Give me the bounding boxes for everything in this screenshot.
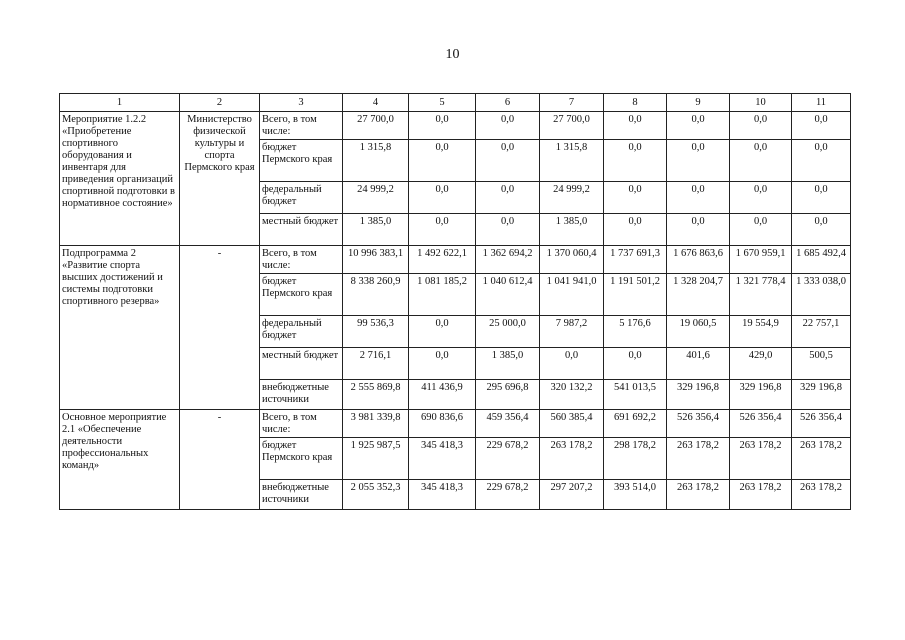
- amount-cell: 8 338 260,9: [343, 274, 409, 316]
- amount-cell: 1 362 694,2: [476, 246, 540, 274]
- amount-cell: 1 370 060,4: [540, 246, 604, 274]
- amount-cell: 1 685 492,4: [792, 246, 851, 274]
- amount-cell: 24 999,2: [540, 182, 604, 214]
- amount-cell: 1 321 778,4: [730, 274, 792, 316]
- amount-cell: 22 757,1: [792, 316, 851, 348]
- amount-cell: 0,0: [476, 112, 540, 140]
- amount-cell: 27 700,0: [343, 112, 409, 140]
- header-cell: 7: [540, 94, 604, 112]
- amount-cell: 0,0: [792, 182, 851, 214]
- amount-cell: 0,0: [409, 214, 476, 246]
- amount-cell: 1 385,0: [476, 348, 540, 380]
- amount-cell: 1 385,0: [540, 214, 604, 246]
- amount-cell: 3 981 339,8: [343, 410, 409, 438]
- amount-cell: 345 418,3: [409, 438, 476, 480]
- amount-cell: 329 196,8: [792, 380, 851, 410]
- amount-cell: 0,0: [792, 214, 851, 246]
- amount-cell: 0,0: [409, 112, 476, 140]
- amount-cell: 0,0: [540, 348, 604, 380]
- amount-cell: 1 737 691,3: [604, 246, 667, 274]
- amount-cell: 297 207,2: [540, 480, 604, 510]
- amount-cell: 0,0: [409, 348, 476, 380]
- program-name-cell: Подпрограмма 2 «Развитие спорта высших достижений и системы подготовки спортивного резерва»: [60, 246, 180, 410]
- amount-cell: 298 178,2: [604, 438, 667, 480]
- amount-cell: 19 060,5: [667, 316, 730, 348]
- amount-cell: 320 132,2: [540, 380, 604, 410]
- amount-cell: 0,0: [667, 214, 730, 246]
- amount-cell: 263 178,2: [667, 480, 730, 510]
- funding-source-cell: федеральный бюджет: [260, 182, 343, 214]
- header-cell: 4: [343, 94, 409, 112]
- table-row: [60, 246, 851, 274]
- amount-cell: 0,0: [792, 140, 851, 182]
- amount-cell: 0,0: [730, 182, 792, 214]
- amount-cell: 263 178,2: [730, 438, 792, 480]
- amount-cell: 393 514,0: [604, 480, 667, 510]
- amount-cell: 1 676 863,6: [667, 246, 730, 274]
- amount-cell: 0,0: [604, 182, 667, 214]
- amount-cell: 2 055 352,3: [343, 480, 409, 510]
- table-row: [60, 112, 851, 140]
- header-cell: 11: [792, 94, 851, 112]
- amount-cell: 1 925 987,5: [343, 438, 409, 480]
- program-name-cell: Основное мероприятие 2.1 «Обеспечение деятельности профессиональных команд»: [60, 410, 180, 510]
- amount-cell: 459 356,4: [476, 410, 540, 438]
- amount-cell: 0,0: [476, 214, 540, 246]
- header-cell: 5: [409, 94, 476, 112]
- executor-cell: -: [180, 246, 260, 410]
- amount-cell: 2 555 869,8: [343, 380, 409, 410]
- amount-cell: 0,0: [409, 182, 476, 214]
- amount-cell: 1 315,8: [540, 140, 604, 182]
- amount-cell: 0,0: [730, 140, 792, 182]
- amount-cell: 263 178,2: [730, 480, 792, 510]
- amount-cell: 0,0: [409, 140, 476, 182]
- amount-cell: 560 385,4: [540, 410, 604, 438]
- header-cell: 10: [730, 94, 792, 112]
- amount-cell: 0,0: [409, 316, 476, 348]
- amount-cell: 99 536,3: [343, 316, 409, 348]
- funding-source-cell: Всего, в том числе:: [260, 112, 343, 140]
- amount-cell: 1 385,0: [343, 214, 409, 246]
- amount-cell: 263 178,2: [792, 438, 851, 480]
- funding-source-cell: бюджет Пермского края: [260, 274, 343, 316]
- amount-cell: 541 013,5: [604, 380, 667, 410]
- amount-cell: 0,0: [476, 140, 540, 182]
- amount-cell: 0,0: [792, 112, 851, 140]
- amount-cell: 10 996 383,1: [343, 246, 409, 274]
- amount-cell: 0,0: [667, 182, 730, 214]
- amount-cell: 295 696,8: [476, 380, 540, 410]
- funding-source-cell: внебюджетные источники: [260, 480, 343, 510]
- amount-cell: 500,5: [792, 348, 851, 380]
- amount-cell: 0,0: [667, 112, 730, 140]
- amount-cell: 526 356,4: [792, 410, 851, 438]
- amount-cell: 1 492 622,1: [409, 246, 476, 274]
- amount-cell: 229 678,2: [476, 438, 540, 480]
- amount-cell: 263 178,2: [792, 480, 851, 510]
- budget-table: [59, 93, 851, 510]
- amount-cell: 690 836,6: [409, 410, 476, 438]
- amount-cell: 1 670 959,1: [730, 246, 792, 274]
- amount-cell: 429,0: [730, 348, 792, 380]
- amount-cell: 0,0: [604, 214, 667, 246]
- amount-cell: 1 328 204,7: [667, 274, 730, 316]
- amount-cell: 24 999,2: [343, 182, 409, 214]
- program-name-cell: Мероприятие 1.2.2 «Приобретение спортивного оборудования и инвентаря для приведения организаций спортивной подготовки в нормативное состояние»: [60, 112, 180, 246]
- amount-cell: 263 178,2: [667, 438, 730, 480]
- amount-cell: 1 081 185,2: [409, 274, 476, 316]
- table-body: [60, 94, 851, 510]
- amount-cell: 1 040 612,4: [476, 274, 540, 316]
- amount-cell: 0,0: [730, 214, 792, 246]
- funding-source-cell: внебюджетные источники: [260, 380, 343, 410]
- amount-cell: 1 041 941,0: [540, 274, 604, 316]
- amount-cell: 229 678,2: [476, 480, 540, 510]
- amount-cell: 1 191 501,2: [604, 274, 667, 316]
- amount-cell: 691 692,2: [604, 410, 667, 438]
- amount-cell: 0,0: [604, 140, 667, 182]
- amount-cell: 329 196,8: [667, 380, 730, 410]
- header-cell: 3: [260, 94, 343, 112]
- amount-cell: 401,6: [667, 348, 730, 380]
- amount-cell: 0,0: [730, 112, 792, 140]
- header-cell: 9: [667, 94, 730, 112]
- amount-cell: 1 315,8: [343, 140, 409, 182]
- amount-cell: 2 716,1: [343, 348, 409, 380]
- amount-cell: 263 178,2: [540, 438, 604, 480]
- header-cell: 6: [476, 94, 540, 112]
- table-row: [60, 410, 851, 438]
- amount-cell: 27 700,0: [540, 112, 604, 140]
- amount-cell: 345 418,3: [409, 480, 476, 510]
- funding-source-cell: федеральный бюджет: [260, 316, 343, 348]
- funding-source-cell: местный бюджет: [260, 348, 343, 380]
- header-cell: 1: [60, 94, 180, 112]
- amount-cell: 7 987,2: [540, 316, 604, 348]
- funding-source-cell: бюджет Пермского края: [260, 438, 343, 480]
- funding-source-cell: Всего, в том числе:: [260, 410, 343, 438]
- amount-cell: 19 554,9: [730, 316, 792, 348]
- amount-cell: 411 436,9: [409, 380, 476, 410]
- funding-source-cell: местный бюджет: [260, 214, 343, 246]
- header-cell: 8: [604, 94, 667, 112]
- amount-cell: 0,0: [604, 348, 667, 380]
- amount-cell: 0,0: [667, 140, 730, 182]
- amount-cell: 1 333 038,0: [792, 274, 851, 316]
- page-number: 10: [445, 47, 460, 62]
- amount-cell: 0,0: [476, 182, 540, 214]
- executor-cell: -: [180, 410, 260, 510]
- funding-source-cell: бюджет Пермского края: [260, 140, 343, 182]
- amount-cell: 526 356,4: [730, 410, 792, 438]
- header-cell: 2: [180, 94, 260, 112]
- amount-cell: 25 000,0: [476, 316, 540, 348]
- funding-source-cell: Всего, в том числе:: [260, 246, 343, 274]
- amount-cell: 0,0: [604, 112, 667, 140]
- amount-cell: 329 196,8: [730, 380, 792, 410]
- amount-cell: 5 176,6: [604, 316, 667, 348]
- executor-cell: Министерство физической культуры и спорта Пермского края: [180, 112, 260, 246]
- amount-cell: 526 356,4: [667, 410, 730, 438]
- header-row: [60, 94, 851, 112]
